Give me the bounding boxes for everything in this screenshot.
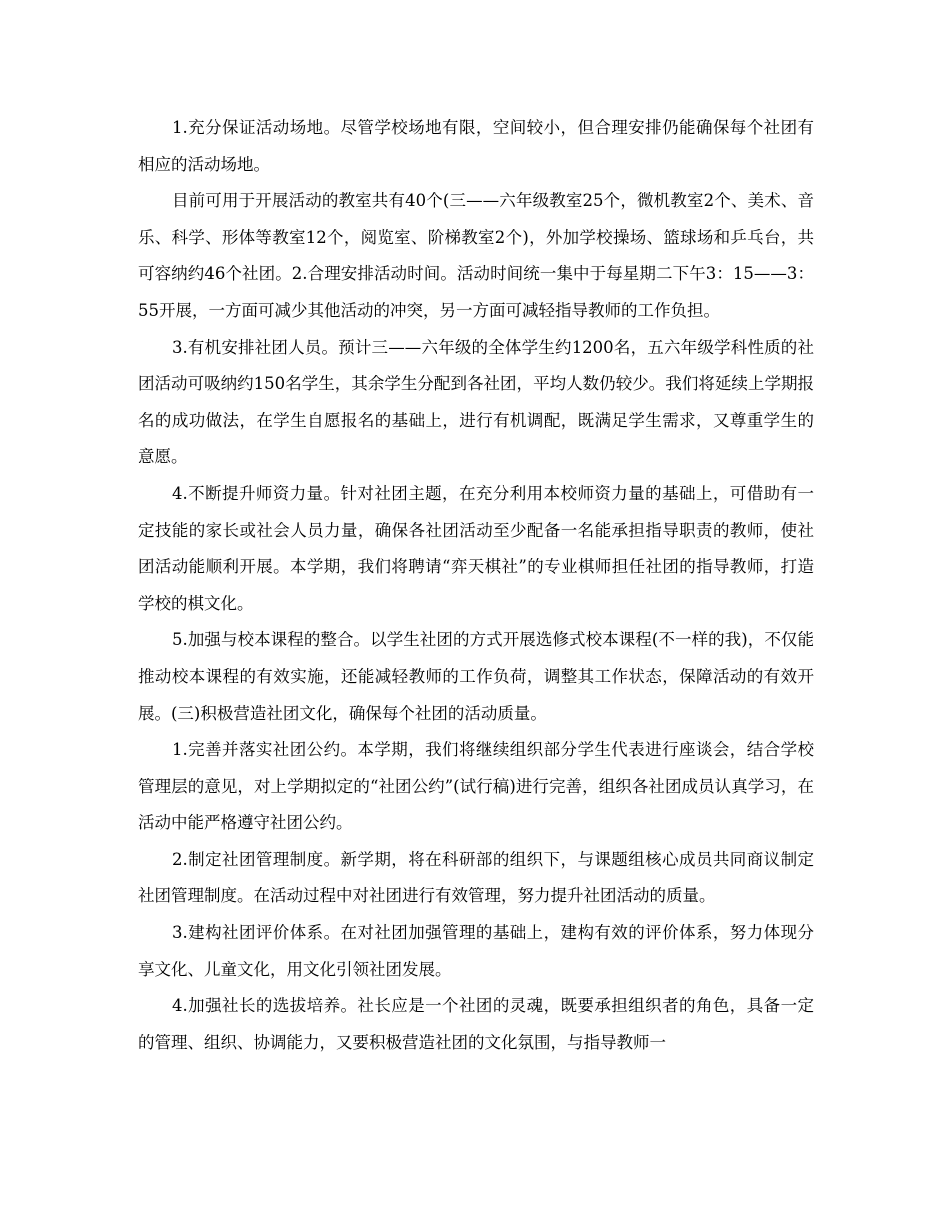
paragraph-venue: 1.充分保证活动场地。尽管学校场地有限，空间较小，但合理安排仍能确保每个社团有相应的活动场地。 [138,118,814,174]
paragraph-personnel: 3.有机安排社团人员。预计三——六年级的全体学生约1200名，五六年级学科性质的社团活动可吸纳约150名学生，其余学生分配到各社团，平均人数仍较少。我们将延续上学期报名的成功做法，在学生自愿报名的基础上，进行有机调配，既满足学生需求，又尊重学生的意愿。 [138,337,814,467]
paragraph-management: 2.制定社团管理制度。新学期，将在科研部的组织下，与课题组核心成员共同商议制定社团管理制度。在活动过程中对社团进行有效管理，努力提升社团活动的质量。 [138,849,814,906]
paragraph-curriculum: 5.加强与校本课程的整合。以学生社团的方式开展选修式校本课程(不一样的我)，不仅能推动校本课程的有效实施，还能减轻教师的工作负荷，调整其工作状态，保障活动的有效开展。(三)积极营造社团文化，确保每个社团的活动质量。 [138,630,814,723]
paragraph-classrooms-and-schedule: 目前可用于开展活动的教室共有40个(三——六年级教室25个，微机教室2个、美术、音乐、科学、形体等教室12个，阅览室、阶梯教室2个)，外加学校操场、篮球场和乒乓台，共可容纳约46个社团。2.合理安排活动时间。活动时间统一集中于每星期二下午3：15——3：55开展，一方面可减少其他活动的冲突，另一方面可减轻指导教师的工作负担。 [138,191,814,320]
paragraph-teachers: 4.不断提升师资力量。针对社团主题，在充分利用本校师资力量的基础上，可借助有一定技能的家长或社会人员力量，确保各社团活动至少配备一名能承担指导职责的教师，使社团活动能顺利开展。本学期，我们将聘请“弈天棋社”的专业棋师担任社团的指导教师，打造学校的棋文化。 [138,483,814,613]
paragraph-convention: 1.完善并落实社团公约。本学期，我们将继续组织部分学生代表进行座谈会，结合学校管理层的意见，对上学期拟定的“社团公约”(试行稿)进行完善，组织各社团成员认真学习，在活动中能严格遵守社团公约。 [138,740,814,833]
paragraph-leaders: 4.加强社长的选拔培养。社长应是一个社团的灵魂，既要承担组织者的角色，具备一定的管理、组织、协调能力，又要积极营造社团的文化氛围，与指导教师一 [138,996,814,1052]
document-body [138,110,814,1061]
paragraph-evaluation: 3.建构社团评价体系。在对社团加强管理的基础上，建构有效的评价体系，努力体现分享文化、儿童文化，用文化引领社团发展。 [138,923,814,979]
